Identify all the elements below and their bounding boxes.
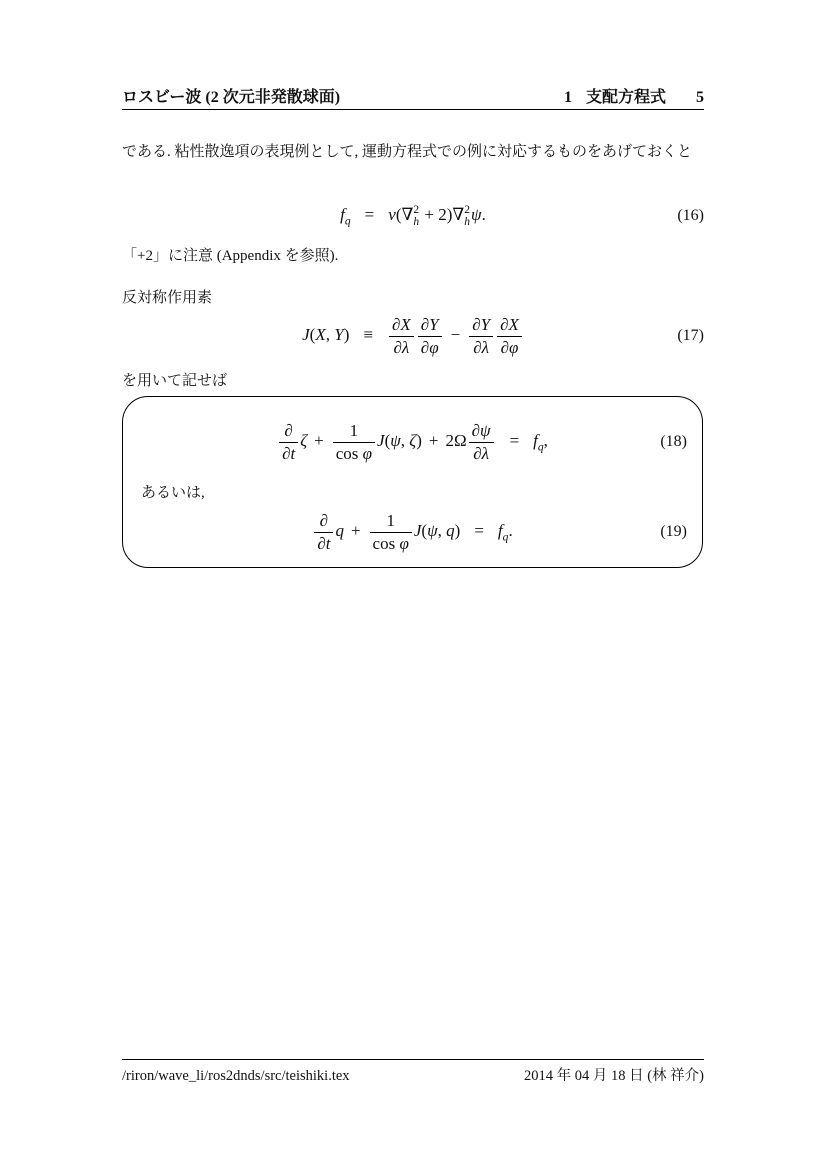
equation-18-row (123, 418, 702, 466)
header-rule (122, 109, 704, 110)
intro-paragraph: である. 粘性散逸項の表現例として, 運動方程式での例に対応するものをあげておくと (122, 144, 693, 160)
or-phrase: あるいは, (141, 485, 205, 501)
header-page-number: 5 (696, 89, 704, 106)
header-section-title: 支配方程式 (585, 89, 666, 106)
footer-date: 2014 年 04 月 18 日 (林 祥介) (523, 1068, 704, 1084)
equation-18-body: $\frac{\partial}{\partial t}$ ζ + $\frac{1}{\text{cos φ}}$ J(ψ, ζ) + 2Ω $\frac{\partial\psi}{\partial\lambda}$ = $f_q$, (277, 421, 548, 463)
equation-17-body: J(X, Y) ≡ $\frac{\partial X}{\partial\lambda}$ $\frac{\partial Y}{\partial\varphi}$ − $\frac{\partial Y}{\partial\lambda}$ $\frac{\partial X}{\partial\varphi}$ (302, 315, 524, 357)
using-phrase: を用いて記せば (122, 373, 228, 389)
equation-16-row (122, 198, 704, 234)
equation-18-number: (18) (660, 433, 687, 450)
equation-17-row (122, 308, 704, 364)
antisymmetric-operator-label: 反対称作用素 (122, 290, 213, 306)
footer-rule (122, 1059, 704, 1060)
header-running-title: ロスビー波 (2 次元非発散球面) (122, 89, 341, 106)
equation-19-body: $\frac{\partial}{\partial t}$ q + $\frac{1}{\text{cos φ}}$ J(ψ, $q) = f_q$. (312, 511, 512, 553)
page-footer (122, 1064, 704, 1085)
boxed-equations (122, 396, 703, 568)
equation-16-body: $f_q = \nu(\nabla$ 2 h + 2)∇ 2 h ψ. (340, 202, 486, 228)
equation-16-number: (16) (677, 207, 704, 224)
equation-19-number: (19) (660, 523, 687, 540)
note-plus2: 「+2」に注意 (Appendix を参照). (122, 248, 339, 264)
header-section-number: 1 (563, 89, 572, 106)
equation-19-row (123, 508, 702, 556)
footer-source-path: /riron/wave_li/ros2dnds/src/teishiki.tex (122, 1068, 350, 1084)
page-header (122, 84, 704, 107)
equation-17-number: (17) (677, 327, 704, 344)
header-section-group (564, 84, 704, 107)
